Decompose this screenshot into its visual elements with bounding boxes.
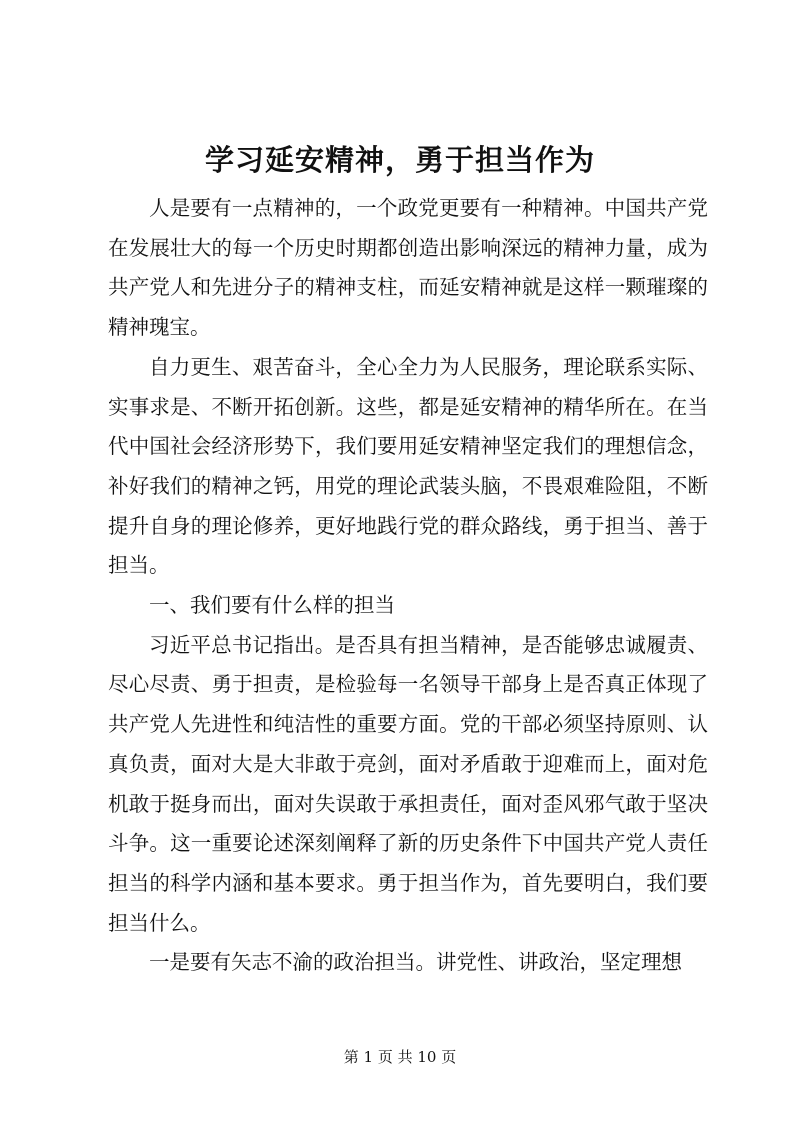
paragraph-xi-quote: 习近平总书记指出。是否具有担当精神，是否能够忠诚履责、尽心尽责、勇于担责，是检验每一名领导干部身上是否真正体现了共产党人先进性和纯洁性的重要方面。党的干部必须坚持原则、认真负责，面对大是大非敢于亮剑，面对矛盾敢于迎难而上，面对危机敢于挺身而出，面对失误敢于承担责任，面对歪风邪气敢于坚决斗争。这一重要论述深刻阐释了新的历史条件下中国共产党人责任担当的科学内涵和基本要求。勇于担当作为，首先要明白，我们要担当什么。	[108, 632, 708, 935]
section-heading-1: 一、我们要有什么样的担当	[149, 593, 395, 618]
document-body	[108, 189, 708, 983]
paragraph-political-duty: 一是要有矢志不渝的政治担当。讲党性、讲政治，坚定理想	[149, 950, 682, 975]
page-title: 学习延安精神，勇于担当作为	[204, 143, 595, 177]
page-number-footer: 第 1 页 共 10 页	[343, 1048, 457, 1066]
paragraph-intro: 人是要有一点精神的，一个政党更要有一种精神。中国共产党在发展壮大的每一个历史时期都创造出影响深远的精神力量，成为共产党人和先进分子的精神支柱，而延安精神就是这样一颗璀璨的精神瑰宝。	[108, 196, 708, 340]
paragraph-essence: 自力更生、艰苦奋斗，全心全力为人民服务，理论联系实际、实事求是、不断开拓创新。这些，都是延安精神的精华所在。在当代中国社会经济形势下，我们要用延安精神坚定我们的理想信念，补好我们的精神之钙，用党的理论武装头脑，不畏艰难险阻，不断提升自身的理论修养，更好地践行党的群众路线，勇于担当、善于担当。	[108, 354, 708, 578]
